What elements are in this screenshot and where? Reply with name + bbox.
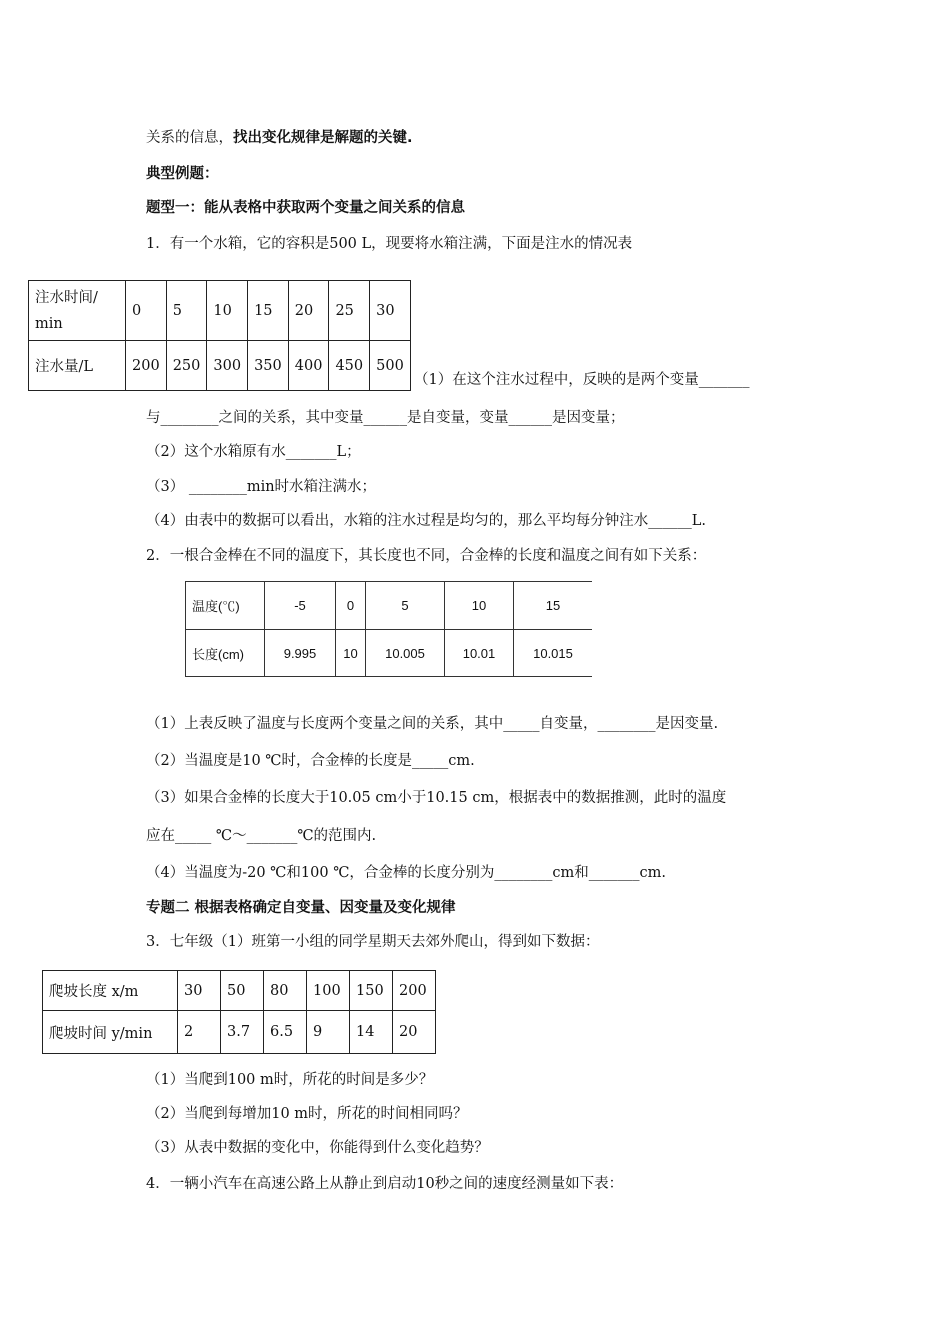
table-cell: 150	[350, 971, 393, 1011]
table-cell: 10	[207, 281, 248, 341]
table-cell: 3.7	[221, 1011, 264, 1054]
table-cell: 9.995	[265, 630, 336, 677]
table-cell: 0	[126, 281, 167, 341]
q1-prompt: 1．有一个水箱，它的容积是500 L，现要将水箱注满，下面是注水的情况表	[146, 236, 633, 252]
q4-prompt: 4．一辆小汽车在高速公路上从静止到启动10秒之间的速度经测量如下表：	[146, 1176, 624, 1192]
table-cell-header	[29, 281, 126, 341]
q2-sub3b: 应在_____ ℃～_______℃的范围内.	[146, 828, 377, 844]
table-cell: 10	[445, 582, 514, 630]
table-cell: 10.01	[445, 630, 514, 677]
table-cell: 5	[166, 281, 207, 341]
table-cell: 300	[207, 341, 248, 391]
q1-sub3: （3） ________min时水箱注满水；	[146, 479, 377, 495]
q1-table	[28, 280, 411, 391]
intro-bold: 找出变化规律是解题的关键.	[233, 130, 413, 146]
heading-examples: 典型例题：	[146, 166, 219, 182]
q1-sub4: （4）由表中的数据可以看出，水箱的注水过程是均匀的，那么平均每分钟注水______L.	[146, 513, 706, 529]
table-cell: 500	[370, 341, 411, 391]
q3-row2-label: 爬坡时间 y/min	[43, 1011, 178, 1054]
table-cell: 80	[264, 971, 307, 1011]
q1-row1-label-b: min	[35, 315, 63, 332]
table-cell: 10.015	[514, 630, 593, 677]
q2-sub3a: （3）如果合金棒的长度大于10.05 cm小于10.15 cm，根据表中的数据推测，此时的温度	[146, 790, 727, 806]
table-cell: 9	[307, 1011, 350, 1054]
intro-line	[146, 128, 413, 148]
table-row	[186, 630, 596, 677]
table-cell: 250	[166, 341, 207, 391]
q3-sub2: （2）当爬到每增加10 m时，所花的时间相同吗？	[146, 1106, 468, 1122]
table-edge	[592, 630, 596, 677]
q1-sub1b: 与________之间的关系，其中变量______是自变量，变量______是因变量；	[146, 410, 625, 426]
q2-table	[185, 581, 596, 677]
table-edge	[592, 582, 596, 630]
table-cell: 350	[248, 341, 289, 391]
q3-sub1: （1）当爬到100 m时，所花的时间是多少？	[146, 1072, 434, 1088]
q1-row2-label: 注水量/L	[29, 341, 126, 391]
q3-row1-label: 爬坡长度 x/m	[43, 971, 178, 1011]
table-cell: 5	[366, 582, 445, 630]
table-cell: 10	[336, 630, 366, 677]
table-cell: 15	[514, 582, 593, 630]
q2-row2-label: 长度(cm)	[186, 630, 265, 677]
table-row	[43, 971, 436, 1011]
table-row	[43, 1011, 436, 1054]
table-cell: 450	[329, 341, 370, 391]
table-cell: 50	[221, 971, 264, 1011]
table-cell: 100	[307, 971, 350, 1011]
table-row	[186, 582, 596, 630]
table-cell: 6.5	[264, 1011, 307, 1054]
q1-sub2: （2）这个水箱原有水_______L；	[146, 444, 361, 460]
q2-sub4: （4）当温度为-20 ℃和100 ℃，合金棒的长度分别为________cm和_______cm.	[146, 865, 667, 881]
table-cell: 2	[178, 1011, 221, 1054]
q1-sub1a: （1）在这个注水过程中，反映的是两个变量_______	[414, 372, 750, 388]
table-cell: 14	[350, 1011, 393, 1054]
table-cell: 200	[126, 341, 167, 391]
table-cell: 20	[393, 1011, 436, 1054]
q3-prompt: 3．七年级（1）班第一小组的同学星期天去郊外爬山，得到如下数据：	[146, 934, 600, 950]
table-cell: 400	[288, 341, 329, 391]
table-row	[29, 281, 411, 341]
q2-row1-label: 温度(℃)	[186, 582, 265, 630]
table-cell: 10.005	[366, 630, 445, 677]
heading-topic2: 专题二 根据表格确定自变量、因变量及变化规律	[146, 900, 456, 916]
q2-sub2: （2）当温度是10 ℃时，合金棒的长度是_____cm.	[146, 753, 475, 769]
table-cell: 200	[393, 971, 436, 1011]
q2-sub1: （1）上表反映了温度与长度两个变量之间的关系，其中_____自变量，________是因变量.	[146, 716, 719, 732]
table-cell: 30	[370, 281, 411, 341]
intro-normal: 关系的信息，	[146, 130, 233, 146]
table-cell: 30	[178, 971, 221, 1011]
table-row	[29, 341, 411, 391]
table-cell: 20	[288, 281, 329, 341]
q3-sub3: （3）从表中数据的变化中，你能得到什么变化趋势？	[146, 1140, 489, 1156]
table-cell: 0	[336, 582, 366, 630]
table-cell: 25	[329, 281, 370, 341]
q2-prompt: 2．一根合金棒在不同的温度下，其长度也不同，合金棒的长度和温度之间有如下关系：	[146, 548, 707, 564]
table-cell: -5	[265, 582, 336, 630]
heading-type1: 题型一：能从表格中获取两个变量之间关系的信息	[146, 200, 465, 216]
table-cell: 15	[248, 281, 289, 341]
q3-table	[42, 970, 436, 1054]
q1-row1-label-a: 注水时间/	[35, 289, 98, 306]
